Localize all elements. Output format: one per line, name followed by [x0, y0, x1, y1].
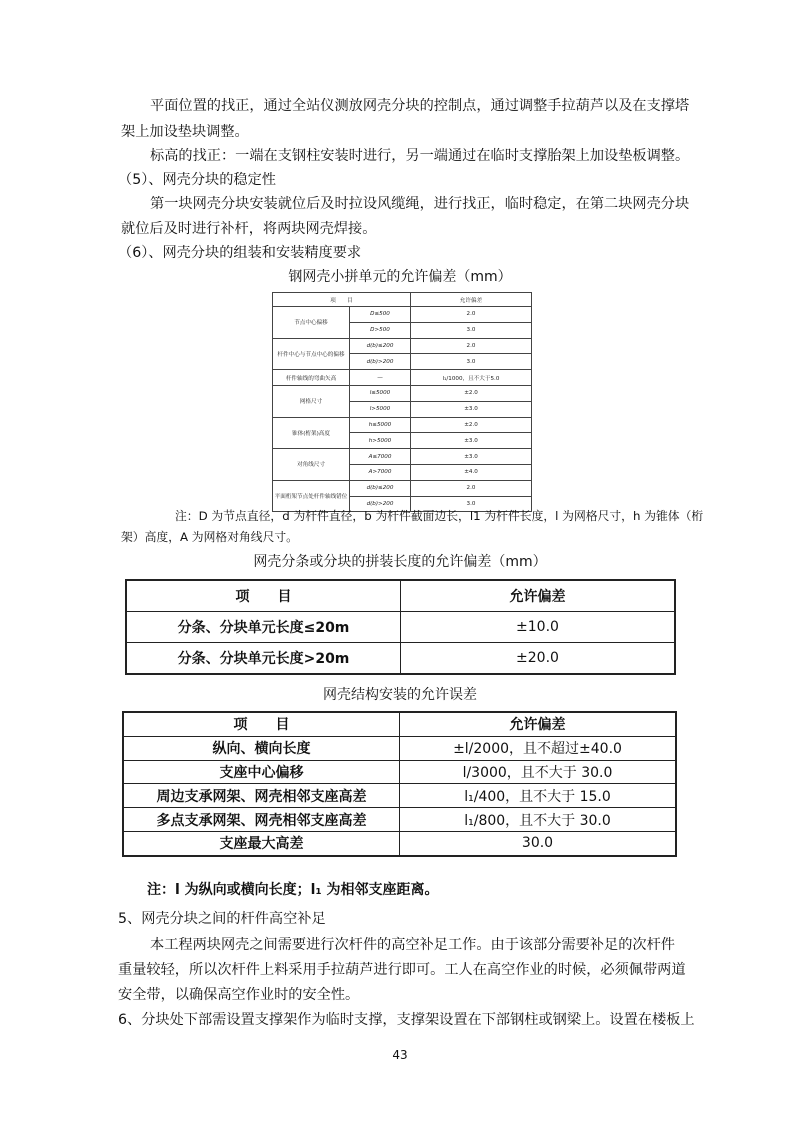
header-cell: 允许偏差 — [411, 293, 532, 307]
value-cell: 2.0 — [411, 480, 532, 496]
value-cell: 3.0 — [411, 354, 532, 370]
section-heading: 5、网壳分块之间的杆件高空补足 — [118, 911, 326, 927]
condition-cell: h≤5000 — [350, 417, 411, 433]
condition-cell: D>500 — [350, 322, 411, 338]
condition-cell: — — [350, 370, 411, 386]
paragraph-line: 标高的找正：一端在支钢柱安装时进行，另一端通过在临时支撑胎架上加设垫板调整。 — [150, 148, 690, 164]
item-cell: 平面桁架节点处杆件轴线错位 — [273, 480, 350, 512]
item-cell: 支座中心偏移 — [123, 760, 400, 784]
table-row — [273, 307, 532, 323]
table-row — [123, 736, 676, 760]
condition-cell: l≤5000 — [350, 385, 411, 401]
table-row — [273, 338, 532, 354]
paragraph-line: 安全带，以确保高空作业时的安全性。 — [118, 987, 360, 1003]
value-cell: ±10.0 — [401, 612, 676, 643]
table-row — [123, 831, 676, 855]
item-cell: 网格尺寸 — [273, 385, 350, 417]
item-cell: 纵向、横向长度 — [123, 736, 400, 760]
value-cell: l/3000，且不大于 30.0 — [400, 760, 677, 784]
value-cell: ±3.0 — [411, 401, 532, 417]
item-cell: 分条、分块单元长度≤20m — [126, 612, 401, 643]
table-row — [126, 612, 675, 643]
table2-caption: 网壳分条或分块的拼装长度的允许偏差（mm） — [253, 554, 547, 570]
table-header-row — [126, 580, 675, 612]
value-cell: l₁/1000，且不大于5.0 — [411, 370, 532, 386]
paragraph-line: 本工程两块网壳之间需要进行次杆件的高空补足工作。由于该部分需要补足的次杆件 — [150, 937, 675, 953]
value-cell: 2.0 — [411, 338, 532, 354]
condition-cell: d(b)≤200 — [350, 480, 411, 496]
value-cell: 2.0 — [411, 307, 532, 323]
page-number: 43 — [392, 1048, 408, 1062]
table1-caption: 钢网壳小拼单元的允许偏差（mm） — [288, 269, 512, 285]
paragraph-line: 就位后及时进行补杆，将两块网壳焊接。 — [121, 221, 377, 237]
paragraph-line: 架上加设垫块调整。 — [121, 124, 249, 140]
value-cell: ±l/2000，且不超过±40.0 — [400, 736, 677, 760]
table2 — [125, 579, 676, 675]
item-cell: 节点中心偏移 — [273, 307, 350, 339]
table-row — [273, 449, 532, 465]
table3-note: 注：l 为纵向或横向长度；l₁ 为相邻支座距离。 — [147, 882, 439, 898]
value-cell: 3.0 — [411, 496, 532, 512]
item-cell: 分条、分块单元长度>20m — [126, 643, 401, 675]
value-cell: ±20.0 — [401, 643, 676, 675]
table-row — [273, 370, 532, 386]
condition-cell: D≤500 — [350, 307, 411, 323]
item-cell: 多点支承网架、网壳相邻支座高差 — [123, 808, 400, 832]
table-row — [126, 643, 675, 675]
condition-cell: d(b)>200 — [350, 354, 411, 370]
table-header-row — [123, 712, 676, 736]
condition-cell: l>5000 — [350, 401, 411, 417]
paragraph-line: 6、分块处下部需设置支撑架作为临时支撑，支撑架设置在下部钢柱或钢梁上。设置在楼板上 — [118, 1012, 695, 1028]
condition-cell: A≤7000 — [350, 449, 411, 465]
table1 — [272, 292, 532, 512]
table1-note: 架）高度，A 为网格对角线尺寸。 — [121, 530, 298, 544]
item-cell: 杆件中心与节点中心的偏移 — [273, 338, 350, 370]
value-cell: ±2.0 — [411, 385, 532, 401]
value-cell: l₁/400，且不大于 15.0 — [400, 784, 677, 808]
table3-caption: 网壳结构安装的允许误差 — [323, 687, 477, 703]
header-cell: 允许偏差 — [400, 712, 677, 736]
condition-cell: h>5000 — [350, 433, 411, 449]
condition-cell: d(b)>200 — [350, 496, 411, 512]
section-heading: （6）、网壳分块的组装和安装精度要求 — [118, 245, 362, 261]
item-cell: 锥体(桁架)高度 — [273, 417, 350, 449]
item-cell: 周边支承网架、网壳相邻支座高差 — [123, 784, 400, 808]
section-heading: （5）、网壳分块的稳定性 — [118, 172, 276, 188]
table-row — [273, 417, 532, 433]
value-cell: 3.0 — [411, 322, 532, 338]
header-cell: 项 目 — [126, 580, 401, 612]
table-row — [123, 808, 676, 832]
table-header-row — [273, 293, 532, 307]
value-cell: ±3.0 — [411, 449, 532, 465]
paragraph-line: 重量较轻，所以次杆件上料采用手拉葫芦进行即可。工人在高空作业的时候，必须佩带两道 — [118, 962, 686, 978]
table-row — [273, 480, 532, 496]
item-cell: 对角线尺寸 — [273, 449, 350, 481]
value-cell: ±4.0 — [411, 464, 532, 480]
value-cell: l₁/800，且不大于 30.0 — [400, 808, 677, 832]
condition-cell: A>7000 — [350, 464, 411, 480]
item-cell: 支座最大高差 — [123, 831, 400, 855]
paragraph-line: 平面位置的找正，通过全站仪测放网壳分块的控制点，通过调整手拉葫芦以及在支撑塔 — [150, 98, 690, 114]
value-cell: ±2.0 — [411, 417, 532, 433]
header-cell: 允许偏差 — [401, 580, 676, 612]
condition-cell: d(b)≤200 — [350, 338, 411, 354]
item-cell: 杆件轴线的弯曲矢高 — [273, 370, 350, 386]
header-cell: 项 目 — [273, 293, 411, 307]
table1-note: 注：D 为节点直径，d 为杆件直径，b 为杆件截面边长，l1 为杆件长度，l 为网格尺寸，h 为锥体（桁 — [175, 509, 704, 523]
table-row — [273, 385, 532, 401]
value-cell: 30.0 — [400, 831, 677, 855]
table-row — [123, 760, 676, 784]
table3 — [122, 711, 677, 857]
table-row — [123, 784, 676, 808]
header-cell: 项 目 — [123, 712, 400, 736]
paragraph-line: 第一块网壳分块安装就位后及时拉设风缆绳，进行找正，临时稳定，在第二块网壳分块 — [150, 196, 690, 212]
value-cell: ±3.0 — [411, 433, 532, 449]
